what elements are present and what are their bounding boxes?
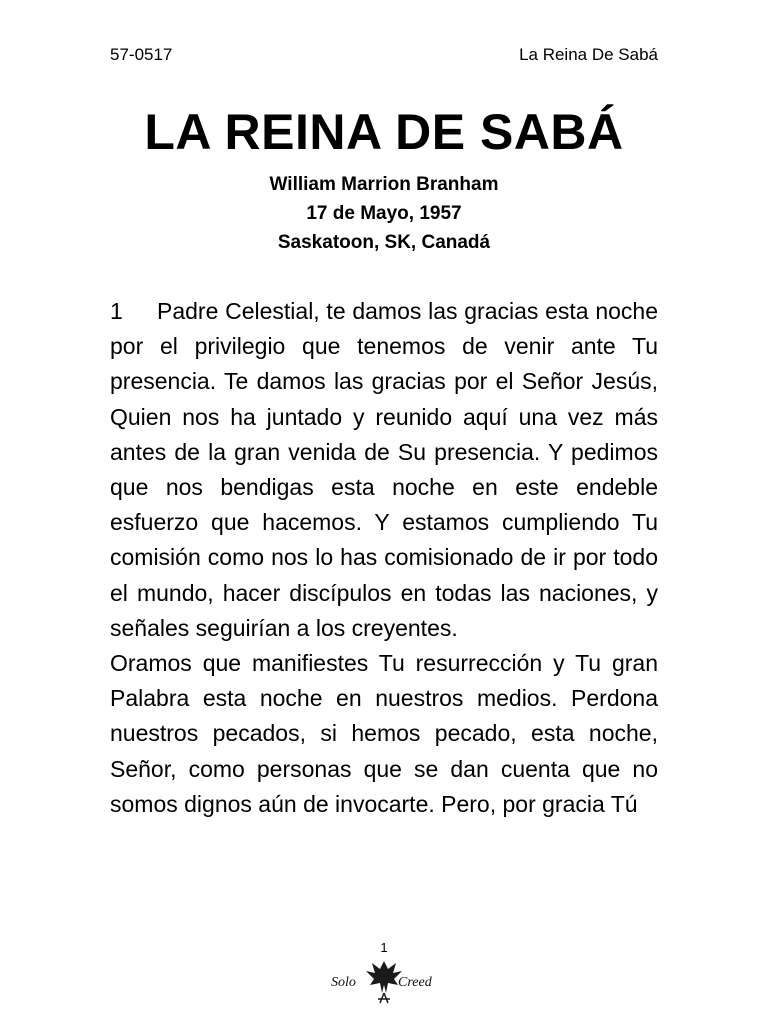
author: William Marrion Branham (269, 174, 499, 195)
document-title: LA REINA DE SABÁ (144, 104, 624, 160)
header-running-title: La Reina De Sabá (519, 45, 658, 64)
logo-text-left: Solo (331, 975, 356, 990)
page-number: 1 (380, 940, 388, 955)
paragraph-text: Padre Celestial, te damos las gracias esta noche por el privilegio que tenemos de venir ante Tu presencia. Te damos las gracias por el Señor Jesús, Quien nos ha juntado y reunido aquí una vez más antes de la gran venida de Su presencia. Y pedimos que nos bendigas esta noche en este endeble esfuerzo que hacemos. Y estamos cumpliendo Tu comisión como nos lo has comisionado de ir por todo el mundo, hacer discípulos en todas las naciones, y señales seguirían a los creyentes. (110, 298, 658, 641)
logo-text-right: Creed (398, 975, 432, 990)
paragraph-text: Oramos que manifiestes Tu resurrección y Tu gran Palabra esta noche en nuestros medios. Perdona nuestros pecados, si hemos pecado, esta noche, Señor, como personas que se dan cuenta que no somos dignos aún de invocarte. Pero, por gracia Tú (110, 650, 658, 817)
solo-creed-logo (326, 955, 446, 1011)
sermon-body (110, 294, 658, 822)
paragraph-2 (110, 646, 658, 822)
paragraph-1 (110, 294, 658, 646)
sermon-place: Saskatoon, SK, Canadá (277, 232, 491, 253)
sermon-date: 17 de Mayo, 1957 (306, 203, 462, 224)
header-code: 57-0517 (110, 45, 173, 64)
paragraph-number: 1 (110, 298, 123, 324)
